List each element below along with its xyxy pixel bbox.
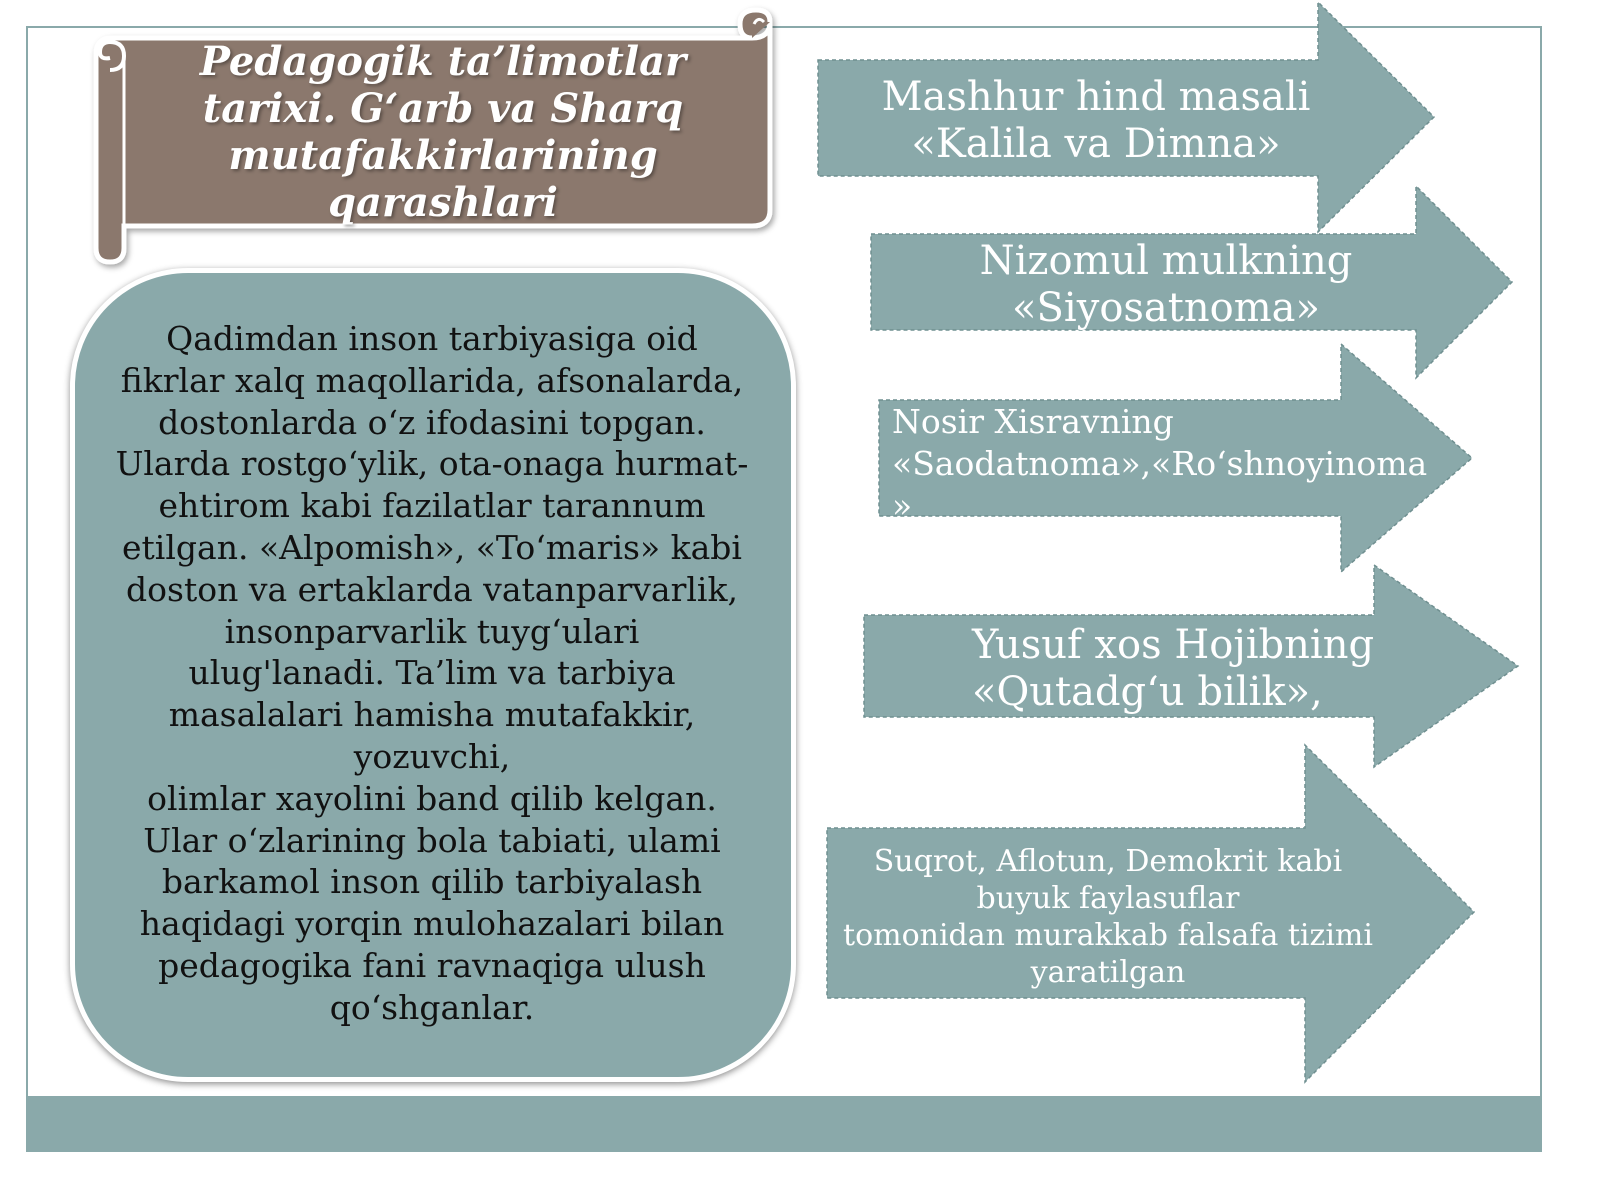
page-title: Pedagogik ta’limotlar tarixi. G‘arb va Sharq mutafakkirlarining qarashlari [199, 38, 687, 226]
arrow-label-saodatnoma: Nosir Xisravning «Saodatnoma»,«Ro‘shnoyinoma » [892, 402, 1428, 525]
main-text: Qadimdan inson tarbiyasiga oid fikrlar xalq maqollarida, afsonalarda, dostonlarda o‘z ifodasini topgan. Ularda rostgo‘ylik, ota-onaga hurmat- ehtirom kabi fazilatlar tarannum etilgan. «Alpomish», «To‘maris» kabi doston va ertaklarda vatanparvarlik, insonparvarlik tuyg‘ulari ulug'lanadi. Ta’lim va tarbiya masalalari hamisha mutafakkir, yozuvchi, olimlar xayolini band qilib kelgan. Ular o‘zlarining bola tabiati, ulami barkamol inson qilib tarbiyalash haqidagi yorqin mulohazalari bilan pedagogika fani ravnaqiga ulush qo‘shganlar. [115, 319, 749, 1027]
arrow-label-faylasuflar: Suqrot, Aflotun, Demokrit kabi buyuk faylasuflar tomonidan murakkab falsafa tizimi yaratilgan [843, 844, 1373, 990]
arrow-label-kalila-dimna: Mashhur hind masali «Kalila va Dimna» [881, 74, 1311, 167]
arrow-label-siyosatnoma: Nizomul mulkning «Siyosatnoma» [979, 238, 1353, 331]
arrow-label-qutadgu-bilik: Yusuf xos Hojibning «Qutadg‘u bilik», [972, 622, 1375, 715]
